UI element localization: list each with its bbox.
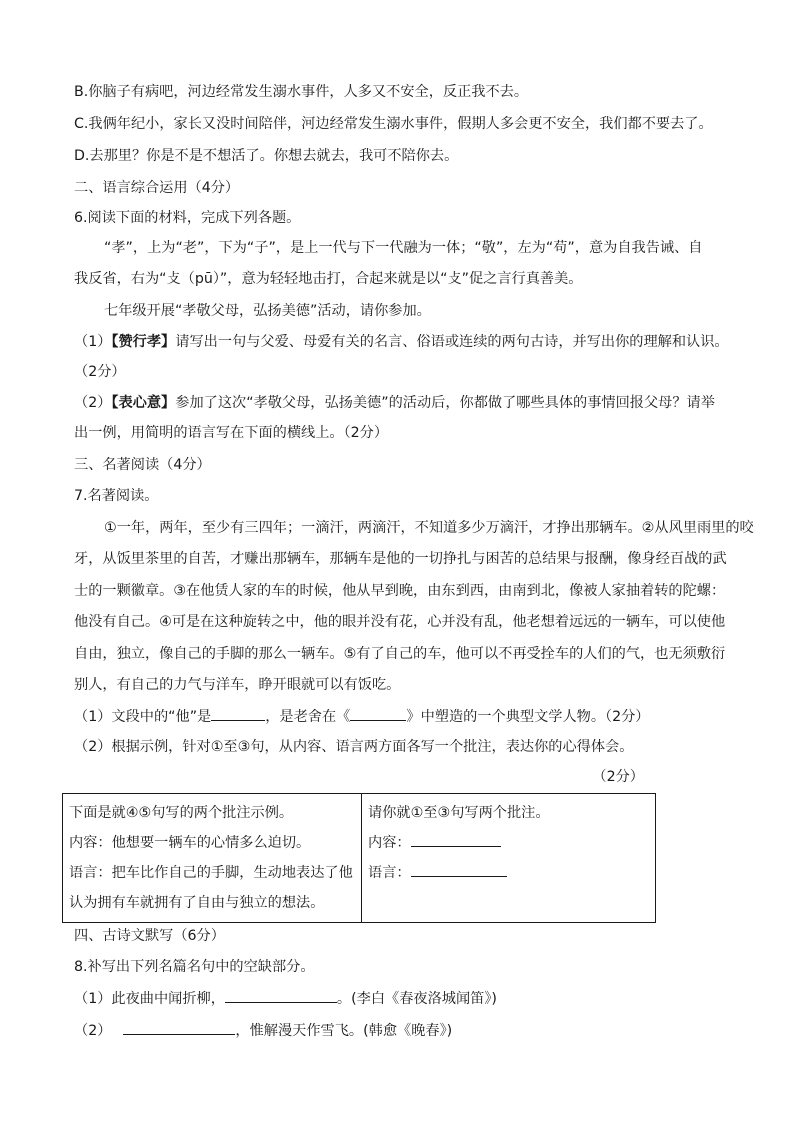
question-title: 6.阅读下面的材料，完成下列各题。	[74, 210, 301, 226]
poem-text: （1）此夜曲中闻折柳，	[74, 991, 225, 1007]
material-paragraph: 我反省，右为“攴（pū）”，意为轻轻地击打，合起来就是以“攴”促之言行真善美。	[74, 271, 583, 287]
content-answer-blank[interactable]	[411, 832, 501, 847]
answer-blank[interactable]	[211, 706, 265, 721]
poem-text: ，惟解漫天作雪飞。(韩愈《晚春》)	[235, 1023, 453, 1039]
sub-question-1	[74, 332, 734, 352]
sub-question-text: 请写出一句与父爱、母爱有关的名言、俗语或连续的两句古诗，并写出你的理解和认识。	[175, 334, 729, 350]
example-content: 内容：他想要一辆车的心情多么迫切。	[69, 835, 311, 851]
sub-question-tag: 【赞行孝】	[111, 334, 176, 350]
option-d: D.去那里？你是不是不想活了。你想去就去，我可不陪你去。	[74, 148, 459, 164]
sub-question-text: 参加了这次“孝敬父母，弘扬美德”的活动后，你都做了哪些具体的事情回报父母？请举	[175, 395, 715, 411]
answer-blank[interactable]	[123, 1020, 235, 1035]
example-language: 认为拥有车就拥有了自由与独立的想法。	[69, 895, 325, 911]
score: （2分）	[74, 364, 126, 380]
annotation-table	[62, 793, 656, 923]
poem-number: （2）	[74, 1023, 112, 1039]
question-title: 7.名著阅读。	[74, 488, 159, 504]
poem-line-1	[74, 988, 734, 1009]
option-c: C.我俩年纪小，家长又没时间陪伴，河边经常发生溺水事件，假期人多会更不安全，我们都不要去了。	[74, 116, 713, 132]
sub-question-2	[74, 393, 734, 413]
poem-line-2	[74, 1020, 734, 1041]
answer-cell	[362, 794, 656, 923]
sub-question-text: （1）文段中的“他”是	[74, 709, 212, 725]
sub-question-number: （2）	[74, 395, 112, 411]
question-title: 8.补写出下列名篇名句中的空缺部分。	[74, 959, 315, 975]
answer-blank[interactable]	[225, 988, 337, 1003]
language-answer-blank[interactable]	[411, 862, 507, 877]
language-answer-row	[368, 858, 649, 888]
content-answer-row	[368, 828, 649, 858]
material-paragraph: “孝”，上为“老”，下为“子”，是上一代与下一代融为一体；“敬”，左为“苟”，意为自我告诫、自	[104, 240, 703, 256]
sub-question-text: 出一例，用简明的语言写在下面的横线上。（2分）	[74, 425, 389, 441]
activity-intro: 七年级开展“孝敬父母，弘扬美德”活动，请你参加。	[104, 303, 431, 319]
section-heading: 三、名著阅读（4分）	[74, 457, 211, 473]
section-heading: 二、语言综合运用（4分）	[74, 180, 240, 196]
passage-line: 自由，独立，像自己的手脚的那么一辆车。⑤有了自己的车，他可以不再受拴车的人们的气，也无须敷衍	[74, 646, 726, 662]
example-cell	[63, 794, 362, 923]
sub-question-2: （2）根据示例，针对①至③句，从内容、语言两方面各写一个批注，表达你的心得体会。	[74, 739, 634, 755]
score: （2分）	[592, 769, 644, 785]
passage-line: 士的一颗徽章。③在他赁人家的车的时候，他从早到晚，由东到西，由南到北，像被人家抽着转的陀螺：	[74, 583, 726, 599]
poem-source: 。(李白《春夜洛城闻笛》)	[336, 991, 497, 1007]
sub-question-text: 》中塑造的一个典型文学人物。（2分）	[406, 709, 650, 725]
option-b: B.你脑子有病吧，河边经常发生溺水事件，人多又不安全，反正我不去。	[74, 84, 529, 100]
sub-question-tag: 【表心意】	[111, 395, 176, 411]
example-intro: 下面是就④⑤句写的两个批注示例。	[69, 805, 294, 821]
sub-question-number: （1）	[74, 334, 112, 350]
section-heading: 四、古诗文默写（6分）	[74, 928, 225, 944]
language-label: 语言：	[368, 865, 411, 881]
example-language: 语言：把车比作自己的手脚，生动地表达了他	[69, 865, 353, 881]
answer-blank[interactable]	[350, 706, 406, 721]
content-label: 内容：	[368, 835, 411, 851]
sub-question-1	[74, 706, 734, 727]
passage-line: 别人，有自己的力气与洋车，睁开眼就可以有饭吃。	[74, 677, 401, 693]
answer-instruction: 请你就①至③句写两个批注。	[368, 805, 550, 821]
passage-line: 他没有自己。④可是在这种旋转之中，他的眼并没有花，心并没有乱，他老想着远远的一辆车，可以使他	[74, 614, 726, 630]
passage-line: ①一年，两年，至少有三四年；一滴汗，两滴汗，不知道多少万滴汗，才挣出那辆车。②从风里雨里的咬	[104, 520, 754, 536]
passage-line: 牙，从饭里茶里的自苦，才赚出那辆车，那辆车是他的一切挣扎与困苦的总结果与报酬，像身经百战的武	[74, 551, 727, 567]
sub-question-text: ，是老舍在《	[265, 709, 351, 725]
